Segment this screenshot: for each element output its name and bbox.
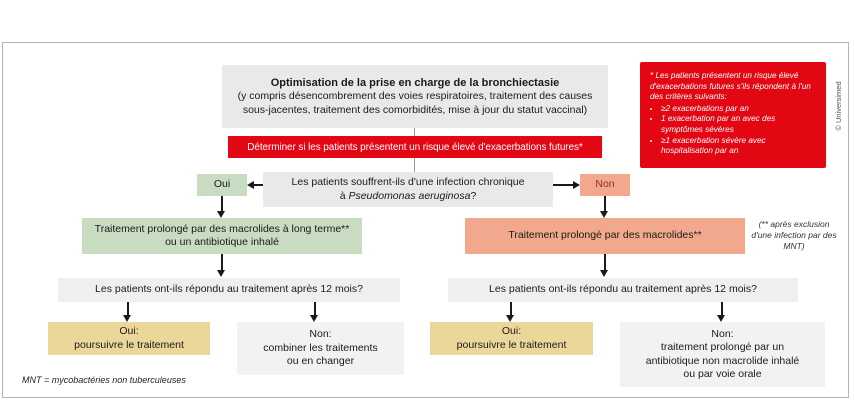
right-response-question-label: Les patients ont-ils répondu au traitement après 12 mois? bbox=[489, 283, 757, 296]
left-result-non-line2: combiner les traitements bbox=[263, 341, 378, 354]
risk-banner-label: Déterminer si les patients présentent un risque élevé d'exacerbations futures* bbox=[247, 141, 583, 153]
pseudomonas-question-box bbox=[263, 172, 553, 207]
left-result-oui-line2: poursuivre le traitement bbox=[74, 338, 184, 351]
decision-non-box bbox=[580, 174, 630, 196]
arrow-line-right-treatment-down bbox=[604, 254, 606, 270]
pseudomonas-question-line1: Les patients souffrent-ils d'une infection chronique bbox=[291, 176, 525, 188]
right-result-oui-box bbox=[430, 322, 593, 355]
decision-oui-box bbox=[197, 174, 247, 196]
arrow-line-left-oui-result bbox=[127, 302, 129, 315]
right-result-non-line4: ou par voie orale bbox=[683, 368, 762, 380]
arrow-line-left-non-result bbox=[314, 302, 316, 315]
arrowhead-to-non bbox=[573, 181, 580, 189]
right-treatment-box bbox=[465, 218, 745, 254]
pseudomonas-question-prefix: à bbox=[339, 189, 349, 202]
connector-top-to-banner bbox=[414, 128, 415, 136]
left-result-oui-line1: Oui: bbox=[119, 325, 139, 337]
arrowhead-right-oui-result bbox=[506, 315, 514, 322]
left-result-non-box bbox=[237, 322, 404, 375]
left-treatment-box bbox=[82, 218, 362, 254]
arrowhead-right-non-result bbox=[717, 315, 725, 322]
risk-banner bbox=[228, 136, 602, 158]
left-treatment-line2: ou un antibiotique inhalé bbox=[165, 236, 279, 248]
risk-criteria-box bbox=[640, 62, 826, 168]
copyright-credit: © Universimed bbox=[834, 81, 843, 131]
risk-criteria-item: • ≥1 exacerbation sévère avec hospitalisation par an bbox=[661, 136, 817, 157]
arrow-line-to-oui bbox=[254, 184, 263, 186]
arrow-line-non-down bbox=[604, 196, 606, 211]
decision-non-label: Non bbox=[595, 178, 615, 191]
optimisation-box bbox=[222, 65, 608, 128]
left-response-question-box bbox=[58, 278, 400, 302]
optimisation-subtitle-line2: sous-jacentes, traitement des comorbidités, mise à jour du statut vaccinal) bbox=[242, 103, 588, 116]
decision-oui-label: Oui bbox=[213, 178, 231, 191]
right-result-non-line2: traitement prolongé par un bbox=[660, 341, 785, 353]
mnt-footnote: MNT = mycobactéries non tuberculeuses bbox=[22, 375, 186, 385]
right-treatment-label: Traitement prolongé par des macrolides** bbox=[508, 229, 702, 242]
risk-criteria-item: • ≥2 exacerbations par an bbox=[661, 104, 817, 115]
arrow-line-left-treatment-down bbox=[221, 254, 223, 270]
arrow-line-to-non bbox=[553, 184, 573, 186]
connector-banner-to-question bbox=[414, 158, 415, 172]
arrow-line-right-oui-result bbox=[510, 302, 512, 315]
arrowhead-left-oui-result bbox=[123, 315, 131, 322]
left-result-non-line3: ou en changer bbox=[286, 355, 355, 368]
optimisation-title: Optimisation de la prise en charge de la bronchiectasie bbox=[270, 77, 560, 89]
left-result-oui-box bbox=[48, 322, 210, 355]
right-result-oui-line1: Oui: bbox=[501, 325, 522, 337]
arrow-line-right-non-result bbox=[721, 302, 723, 315]
risk-criteria-intro: * Les patients présentent un risque élevé d'exacerbations futures s'ils répondent à l'un des critères suivants: bbox=[650, 71, 811, 102]
arrowhead-right-treatment-down bbox=[600, 270, 608, 277]
pseudomonas-species-name: Pseudomonas aeruginosa bbox=[348, 189, 471, 202]
arrowhead-non-down bbox=[600, 211, 608, 218]
arrowhead-left-non-result bbox=[310, 315, 318, 322]
right-response-question-box bbox=[448, 278, 798, 302]
arrow-line-oui-down bbox=[221, 196, 223, 211]
optimisation-subtitle-line1: (y compris désencombrement des voies respiratoires, traitement des causes bbox=[237, 90, 593, 102]
risk-criteria-item: • 1 exacerbation par an avec des symptômes sévères bbox=[661, 114, 817, 135]
right-result-non-line1: Non: bbox=[711, 327, 734, 340]
right-result-non-line3: antibiotique non macrolide inhalé bbox=[645, 354, 800, 367]
right-result-non-box bbox=[620, 322, 825, 387]
left-response-question-label: Les patients ont-ils répondu au traitement après 12 mois? bbox=[95, 283, 363, 296]
pseudomonas-question-line2 bbox=[340, 190, 477, 204]
right-result-oui-line2: poursuivre le traitement bbox=[456, 338, 567, 351]
risk-criteria-list bbox=[650, 104, 817, 157]
mnt-exclusion-note: (** après exclusion d'une infection par des MNT) bbox=[751, 219, 837, 251]
arrowhead-oui-down bbox=[217, 211, 225, 218]
arrowhead-to-oui bbox=[247, 181, 254, 189]
pseudomonas-question-suffix: ? bbox=[470, 189, 477, 202]
arrowhead-left-treatment-down bbox=[217, 270, 225, 277]
left-treatment-line1: Traitement prolongé par des macrolides à long terme** bbox=[94, 222, 350, 235]
left-result-non-line1: Non: bbox=[309, 328, 332, 341]
